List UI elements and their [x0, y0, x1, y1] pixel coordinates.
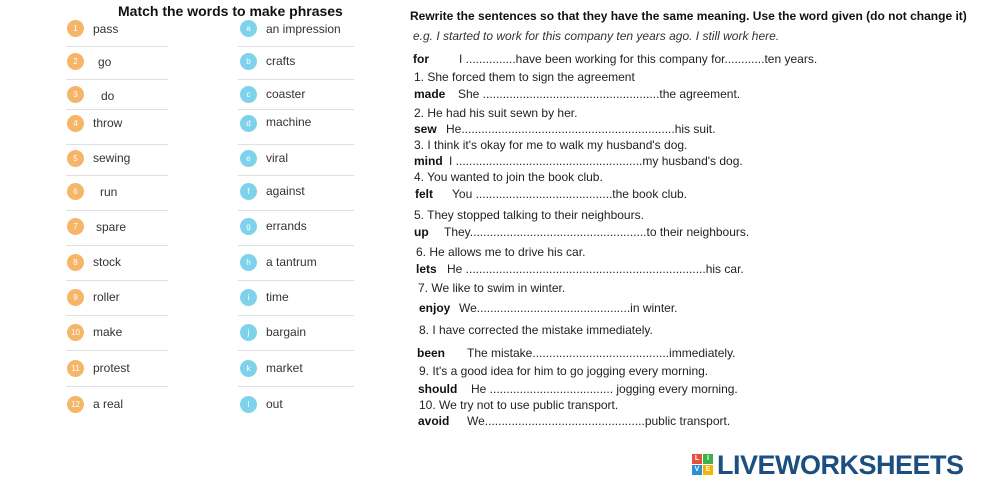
- answer-9[interactable]: He ..................................... jogging every morning.: [471, 382, 738, 396]
- right-word: an impression: [266, 22, 341, 36]
- match-title: Match the words to make phrases: [118, 3, 343, 19]
- right-word: market: [266, 361, 303, 375]
- letter-badge: a: [240, 20, 257, 37]
- right-word: viral: [266, 151, 289, 165]
- match-row: [0, 183, 360, 215]
- left-word: do: [101, 89, 115, 103]
- answer-4[interactable]: You .........................................the book club.: [452, 187, 687, 201]
- example-keyword: for: [413, 52, 429, 66]
- left-word: roller: [93, 290, 120, 304]
- rewrite-example: e.g. I started to work for this company ten years ago. I still work here.: [413, 29, 780, 43]
- right-word: time: [266, 290, 289, 304]
- number-badge: 3: [67, 86, 84, 103]
- answer-8[interactable]: The mistake.........................................immediately.: [467, 346, 736, 360]
- answer-1[interactable]: She .....................................................the agreement.: [458, 87, 741, 101]
- match-row: [0, 51, 360, 83]
- mark-letter: I: [703, 454, 713, 464]
- answer-5[interactable]: They.....................................................to their neighbours.: [444, 225, 750, 239]
- sentence-2: 2. He had his suit sewn by her.: [414, 106, 578, 120]
- letter-badge: i: [240, 289, 257, 306]
- divider: [238, 280, 354, 281]
- keyword-7: enjoy: [419, 301, 451, 315]
- letter-badge: j: [240, 324, 257, 341]
- sentence-4: 4. You wanted to join the book club.: [414, 170, 603, 184]
- right-word: machine: [266, 115, 312, 129]
- divider: [238, 315, 354, 316]
- rewrite-instruction: Rewrite the sentences so that they have the same meaning. Use the word given (do not change it): [410, 9, 967, 23]
- right-word: errands: [266, 219, 307, 233]
- letter-badge: g: [240, 218, 257, 235]
- left-word: stock: [93, 255, 122, 269]
- number-badge: 6: [67, 183, 84, 200]
- divider: [238, 175, 354, 176]
- keyword-8: been: [417, 346, 446, 360]
- letter-badge: c: [240, 86, 257, 103]
- divider: [238, 79, 354, 80]
- keyword-3: mind: [414, 154, 443, 168]
- mark-letter: L: [692, 454, 702, 464]
- left-word: sewing: [93, 151, 131, 165]
- number-badge: 4: [67, 115, 84, 132]
- liveworksheets-mark-icon: [692, 454, 714, 476]
- letter-badge: h: [240, 254, 257, 271]
- divider: [66, 109, 168, 110]
- match-row: [0, 288, 360, 320]
- right-word: crafts: [266, 54, 296, 68]
- mark-letter: V: [692, 465, 702, 475]
- left-word: spare: [96, 220, 127, 234]
- number-badge: 11: [67, 360, 84, 377]
- rewrite-section: [400, 0, 1000, 489]
- match-row: [0, 253, 360, 285]
- match-row: [0, 218, 360, 250]
- match-row: [0, 85, 360, 117]
- number-badge: 5: [67, 150, 84, 167]
- answer-7[interactable]: We..............................................in winter.: [459, 301, 678, 315]
- divider: [66, 386, 168, 387]
- number-badge: 7: [67, 218, 84, 235]
- answer-3[interactable]: I ........................................................my husband's dog.: [449, 154, 743, 168]
- keyword-2: sew: [414, 122, 437, 136]
- letter-badge: b: [240, 53, 257, 70]
- keyword-9: should: [418, 382, 458, 396]
- answer-10[interactable]: We................................................public transport.: [467, 414, 731, 428]
- divider: [238, 350, 354, 351]
- sentence-7: 7. We like to swim in winter.: [418, 281, 566, 295]
- match-section: [0, 0, 380, 489]
- divider: [238, 109, 354, 110]
- sentence-6: 6. He allows me to drive his car.: [416, 245, 586, 259]
- divider: [66, 79, 168, 80]
- letter-badge: f: [240, 183, 257, 200]
- left-word: go: [98, 55, 112, 69]
- mark-letter: E: [703, 465, 713, 475]
- keyword-4: felt: [415, 187, 433, 201]
- sentence-8: 8. I have corrected the mistake immediately.: [419, 323, 653, 337]
- number-badge: 9: [67, 289, 84, 306]
- divider: [66, 245, 168, 246]
- sentence-3: 3. I think it's okay for me to walk my husband's dog.: [414, 138, 688, 152]
- right-word: out: [266, 397, 283, 411]
- match-row: [0, 395, 360, 427]
- example-answer: I ...............have been working for this company for............ten years.: [459, 52, 818, 66]
- right-word: bargain: [266, 325, 307, 339]
- match-row: [0, 18, 360, 50]
- left-word: make: [93, 325, 123, 339]
- keyword-1: made: [414, 87, 446, 101]
- sentence-9: 9. It's a good idea for him to go jogging every morning.: [419, 364, 709, 378]
- answer-6[interactable]: He ........................................................................his car.: [447, 262, 744, 276]
- left-word: run: [100, 185, 118, 199]
- number-badge: 12: [67, 396, 84, 413]
- logo-text: LIVEWORKSHEETS: [717, 449, 964, 480]
- letter-badge: k: [240, 360, 257, 377]
- right-word: coaster: [266, 87, 306, 101]
- divider: [66, 210, 168, 211]
- keyword-5: up: [414, 225, 429, 239]
- match-row: [0, 323, 360, 355]
- left-word: a real: [93, 397, 124, 411]
- liveworksheets-logo[interactable]: [692, 450, 964, 480]
- number-badge: 10: [67, 324, 84, 341]
- divider: [238, 144, 354, 145]
- letter-badge: l: [240, 396, 257, 413]
- right-word: against: [266, 184, 305, 198]
- keyword-6: lets: [416, 262, 437, 276]
- divider: [66, 46, 168, 47]
- right-word: a tantrum: [266, 255, 317, 269]
- letter-badge: d: [240, 115, 257, 132]
- answer-2[interactable]: He................................................................his suit.: [446, 122, 716, 136]
- left-word: throw: [93, 116, 123, 130]
- keyword-10: avoid: [418, 414, 450, 428]
- match-row: [0, 114, 360, 146]
- match-row: [0, 149, 360, 181]
- letter-badge: e: [240, 150, 257, 167]
- divider: [238, 210, 354, 211]
- sentence-10: 10. We try not to use public transport.: [419, 398, 619, 412]
- sentence-1: 1. She forced them to sign the agreement: [414, 70, 635, 84]
- divider: [66, 350, 168, 351]
- divider: [66, 175, 168, 176]
- left-word: protest: [93, 361, 130, 375]
- divider: [238, 245, 354, 246]
- divider: [66, 280, 168, 281]
- divider: [66, 144, 168, 145]
- divider: [66, 315, 168, 316]
- divider: [238, 46, 354, 47]
- number-badge: 1: [67, 20, 84, 37]
- number-badge: 8: [67, 254, 84, 271]
- left-word: pass: [93, 22, 119, 36]
- number-badge: 2: [67, 53, 84, 70]
- divider: [238, 386, 354, 387]
- sentence-5: 5. They stopped talking to their neighbours.: [414, 208, 644, 222]
- match-row: [0, 359, 360, 391]
